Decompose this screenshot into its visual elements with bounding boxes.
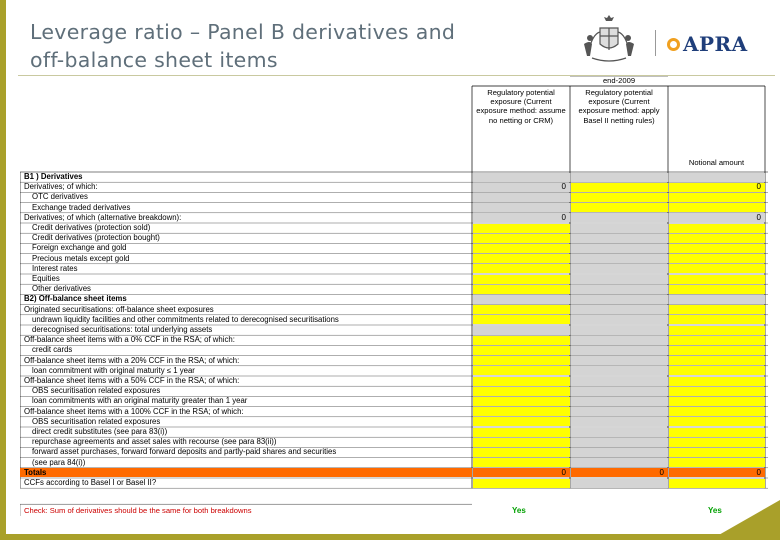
data-cell[interactable]	[473, 326, 570, 335]
data-cell[interactable]	[571, 193, 668, 202]
data-cell[interactable]	[473, 356, 570, 365]
period-header: end-2009	[602, 76, 636, 85]
title-line-1: Leverage ratio – Panel B derivatives and	[30, 20, 456, 44]
data-cell[interactable]	[473, 193, 570, 202]
data-cell[interactable]	[473, 387, 570, 396]
data-cell[interactable]	[473, 448, 570, 457]
row-label: Exchange traded derivatives	[32, 202, 131, 212]
data-cell[interactable]	[669, 448, 765, 457]
data-cell[interactable]	[473, 366, 570, 375]
data-cell[interactable]	[669, 224, 765, 233]
data-cell[interactable]	[571, 407, 668, 416]
data-cell[interactable]	[669, 336, 765, 345]
row-label: undrawn liquidity facilities and other commitments related to derecognised securitisations	[32, 314, 339, 324]
data-cell[interactable]	[473, 275, 570, 284]
data-cell[interactable]	[571, 366, 668, 375]
data-cell[interactable]	[571, 346, 668, 355]
header-logos	[575, 12, 775, 68]
data-cell[interactable]	[571, 254, 668, 263]
data-cell[interactable]	[669, 305, 765, 314]
header-exposure-basel-netting: Regulatory potential exposure (Current exposure method: apply Basel II netting rules)	[578, 88, 660, 125]
row-label: loan commitment with original maturity ≤ 1 year	[32, 365, 195, 375]
data-cell[interactable]	[669, 244, 765, 253]
data-cell[interactable]	[669, 254, 765, 263]
row-label: Credit derivatives (protection sold)	[32, 223, 151, 232]
data-cell[interactable]	[571, 417, 668, 426]
cell-value: 0	[756, 182, 761, 192]
data-cell[interactable]	[473, 285, 570, 294]
data-cell[interactable]	[669, 234, 765, 243]
row-label: Off-balance sheet items with a 20% CCF in the RSA; of which:	[24, 355, 240, 365]
data-cell[interactable]	[473, 173, 570, 182]
title-line-2: off-balance sheet items	[30, 48, 278, 72]
row-label: Interest rates	[32, 263, 78, 273]
row-label: Derivatives; of which (alternative breakdown):	[24, 212, 182, 222]
row-label: repurchase agreements and asset sales with recourse (see para 83(ii))	[32, 437, 277, 447]
data-cell[interactable]	[669, 479, 765, 488]
data-cell[interactable]	[473, 254, 570, 263]
data-cell[interactable]	[473, 377, 570, 386]
data-cell[interactable]	[669, 203, 765, 212]
data-cell[interactable]	[473, 224, 570, 233]
totals-row-highlight	[20, 468, 472, 477]
slide-title	[30, 18, 550, 74]
data-cell[interactable]	[669, 417, 765, 426]
data-cell[interactable]	[669, 377, 765, 386]
data-cell[interactable]	[571, 295, 668, 304]
row-label: Precious metals except gold	[32, 253, 130, 263]
logo-separator	[655, 30, 656, 56]
data-cell[interactable]	[571, 336, 668, 345]
data-cell[interactable]	[473, 203, 570, 212]
data-cell[interactable]	[669, 346, 765, 355]
data-cell[interactable]	[571, 458, 668, 467]
cell-value: 0	[756, 467, 761, 477]
data-cell[interactable]	[571, 224, 668, 233]
check-result-1: Yes	[512, 506, 526, 516]
header-notional-amount: Notional amount	[688, 158, 745, 167]
row-label: OTC derivatives	[32, 192, 88, 202]
check-result-3: Yes	[708, 506, 722, 516]
data-cell[interactable]	[669, 193, 765, 202]
data-cell[interactable]	[571, 203, 668, 212]
row-label: derecognised securitisations: total underlying assets	[32, 325, 213, 334]
data-cell[interactable]	[473, 458, 570, 467]
data-cell[interactable]	[669, 428, 765, 437]
data-cell[interactable]	[571, 315, 668, 324]
cell-value: 0	[756, 212, 761, 222]
cell-value: 0	[561, 182, 566, 192]
data-cell[interactable]	[473, 244, 570, 253]
data-cell[interactable]	[669, 387, 765, 396]
data-cell[interactable]	[669, 356, 765, 365]
row-label: Off-balance sheet items with a 0% CCF in the RSA; of which:	[24, 335, 235, 345]
data-cell[interactable]	[669, 285, 765, 294]
row-label: CCFs according to Basel I or Basel II?	[24, 478, 157, 487]
row-label: Foreign exchange and gold	[32, 243, 127, 253]
data-cell[interactable]	[473, 417, 570, 426]
data-cell[interactable]	[669, 315, 765, 324]
row-label: Totals	[24, 467, 47, 477]
data-cell[interactable]	[669, 366, 765, 375]
data-cell[interactable]	[571, 397, 668, 406]
cell-value: 0	[561, 467, 566, 477]
data-cell[interactable]	[571, 173, 668, 182]
cell-value: 0	[659, 467, 664, 477]
row-label: Derivatives; of which:	[24, 182, 98, 192]
bottom-accent-bar	[0, 534, 780, 540]
data-cell[interactable]	[669, 173, 765, 182]
row-label: credit cards	[32, 345, 73, 355]
apra-wordmark: APRA	[683, 32, 748, 56]
data-cell[interactable]	[571, 244, 668, 253]
header-exposure-no-netting: Regulatory potential exposure (Current exposure method: assume no netting or CRM)	[476, 88, 566, 125]
row-label: (see para 84(i))	[32, 457, 86, 467]
data-cell[interactable]	[571, 234, 668, 243]
data-cell[interactable]	[669, 438, 765, 447]
data-cell[interactable]	[669, 326, 765, 335]
data-cell[interactable]	[473, 336, 570, 345]
apra-logo	[667, 32, 748, 56]
data-cell[interactable]	[571, 428, 668, 437]
data-cell[interactable]	[669, 295, 765, 304]
data-cell[interactable]	[669, 407, 765, 416]
data-cell[interactable]	[571, 264, 668, 273]
data-cell[interactable]	[473, 438, 570, 447]
data-cell[interactable]	[571, 479, 668, 488]
row-label: Off-balance sheet items with a 100% CCF in the RSA; of which:	[24, 406, 244, 416]
row-label: Equities	[32, 274, 60, 283]
data-cell[interactable]	[571, 275, 668, 284]
data-cell[interactable]	[669, 458, 765, 467]
data-cell[interactable]	[473, 407, 570, 416]
row-label: loan commitments with an original maturity greater than 1 year	[32, 396, 248, 406]
spreadsheet-panel-b	[20, 76, 768, 516]
apra-ring-icon	[667, 38, 680, 51]
data-cell[interactable]	[571, 183, 668, 192]
check-label: Check: Sum of derivatives should be the same for both breakdowns	[24, 506, 252, 516]
data-cell[interactable]	[473, 428, 570, 437]
data-cell[interactable]	[669, 397, 765, 406]
data-cell[interactable]	[571, 448, 668, 457]
data-cell[interactable]	[571, 387, 668, 396]
data-cell[interactable]	[571, 213, 668, 222]
row-label: Other derivatives	[32, 284, 91, 294]
coat-of-arms-icon	[580, 14, 638, 64]
data-cell[interactable]	[669, 275, 765, 284]
data-cell[interactable]	[473, 315, 570, 324]
data-cell[interactable]	[473, 397, 570, 406]
left-accent-bar	[0, 0, 6, 540]
data-cell[interactable]	[571, 377, 668, 386]
data-cell[interactable]	[473, 479, 570, 488]
data-cell[interactable]	[473, 295, 570, 304]
data-cell[interactable]	[473, 305, 570, 314]
row-label: OBS securitisation related exposures	[32, 416, 161, 426]
data-cell[interactable]	[669, 264, 765, 273]
data-cell[interactable]	[571, 285, 668, 294]
data-cell[interactable]	[571, 305, 668, 314]
data-cell[interactable]	[473, 346, 570, 355]
cell-value: 0	[561, 212, 566, 222]
data-cell[interactable]	[473, 264, 570, 273]
data-cell[interactable]	[473, 234, 570, 243]
row-label: Off-balance sheet items with a 50% CCF in the RSA; of which:	[24, 376, 240, 385]
row-label: B1 ) Derivatives	[24, 172, 83, 181]
row-label: Credit derivatives (protection bought)	[32, 233, 160, 243]
data-cell[interactable]	[571, 326, 668, 335]
row-label: direct credit substitutes (see para 83(i))	[32, 427, 168, 436]
row-label: Originated securitisations: off-balance sheet exposures	[24, 304, 214, 314]
data-cell[interactable]	[571, 438, 668, 447]
data-cell[interactable]	[571, 356, 668, 365]
row-label: forward asset purchases, forward forward deposits and partly-paid shares and securities	[32, 447, 337, 457]
row-label: OBS securitisation related exposures	[32, 386, 161, 396]
row-label: B2) Off-balance sheet items	[24, 294, 127, 304]
